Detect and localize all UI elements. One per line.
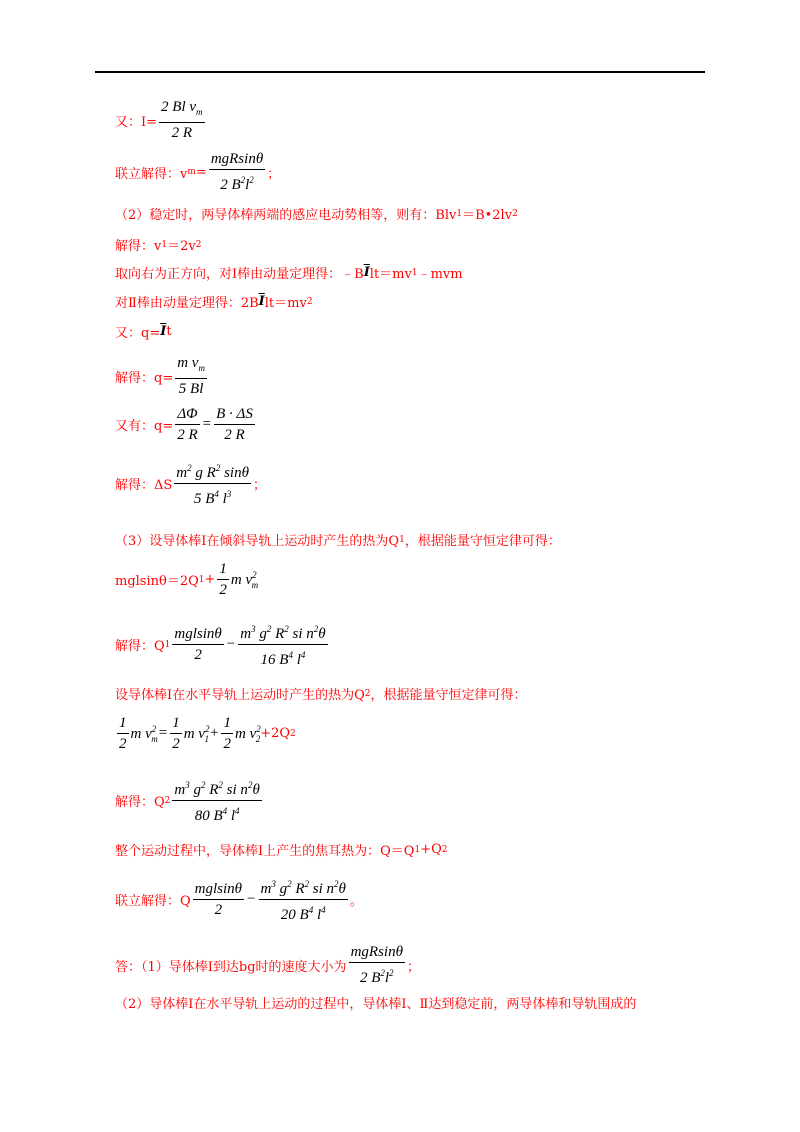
fraction-vm: $\frac{\text{mgRsinθ}}{2 B^2l^2}$ [210, 151, 264, 193]
line-charge-flux: 又有：q= $\frac{\Delta\Phi}{2 R}$ = $\frac{B \cdot \Delta S}{2 R}$ [115, 406, 253, 443]
line-q2-result: 解得：Q 2 $\frac{m^3 g^2 R^2 si n^2\theta}{80 B^4 l^4}$ [115, 776, 264, 825]
line-charge-def: 又：q= $\overline{I}$ t [115, 324, 172, 341]
line-q1-result: 解得：Q 1 $\frac{\text{mglsinθ}}{2}$ − $\frac{m^3 g^2 R^2 si n^2\theta}{16 B^4 l^4}$ [115, 620, 330, 669]
fraction-b-area: $\frac{B \cdot \Delta S}{2 R}$ [216, 406, 253, 443]
line-vm-result: 联立解得：v m = $\frac{\text{mgRsinθ}}{2 B^2l^2}$ ； [115, 151, 281, 193]
line-momentum-1: 取向右为正方向，对Ⅰ棒由动量定理得：﹣B $\overline{I}$ lt＝mv 1 ﹣mvm [115, 265, 463, 282]
fraction-area: $\frac{m^2 g R^2 \sin\theta}{5 B^4 l^3}$ [174, 459, 251, 508]
line-energy-horizontal: $\frac{1}{2}$ m $v^2_m$ = $\frac{1}{2}$ m $v^2_1$ + $\frac{1}{2}$ m $v^2_2$ +2Q 2 [119, 715, 296, 752]
line-area-result: 解得：ΔS $\frac{m^2 g R^2 \sin\theta}{5 B^4 l^3}$ ； [115, 459, 266, 508]
line-stable-emf: （2）稳定时，两导体棒两端的感应电动势相等，则有：Blv 1 ＝B•2lv 2 [115, 208, 518, 223]
fraction-half: $\frac{1}{2}$ [219, 561, 227, 598]
line-momentum-2: 对Ⅱ棒由动量定理得：2B $\overline{I}$ lt＝mv 2 [115, 294, 313, 311]
fraction-current: $\frac{2 Bl v_m}{2 R}$ [161, 99, 203, 141]
fraction-q: $\frac{m^3 g^2 R^2 si n^2\theta}{20 B^4 l^4}$ [259, 875, 348, 924]
line-answer-2: （2）导体棒Ⅰ在水平导轨上运动的过程中，导体棒Ⅰ、Ⅱ达到稳定前，两导体棒和导轨围成的 [115, 997, 637, 1012]
line-q-result: 联立解得：Q $\frac{\text{mglsinθ}}{2}$ − $\frac{m^3 g^2 R^2 si n^2\theta}{20 B^4 l^4}$ 。 [115, 875, 363, 924]
text: 又：I= [115, 114, 158, 130]
fraction-flux: $\frac{\Delta\Phi}{2 R}$ [177, 406, 198, 443]
fraction-q1-a: $\frac{\text{mglsinθ}}{2}$ [174, 626, 222, 663]
line-energy-incline: mglsinθ＝2Q 1 + $\frac{1}{2}$ m $v^2_m$ [115, 561, 259, 598]
line-part3-intro: （3）设导体棒Ⅰ在倾斜导轨上运动时产生的热为Q 1 ，根据能量守恒定律可得： [115, 534, 561, 549]
fraction-q2: $\frac{m^3 g^2 R^2 si n^2\theta}{80 B^4 l^4}$ [172, 776, 261, 825]
line-answer-1: 答：（1）导体棒Ⅰ到达bg时的速度大小为 $\frac{\text{mgRsinθ}}{2 B^2l^2}$ ； [115, 944, 420, 986]
line-total-heat: 整个运动过程中，导体棒Ⅰ上产生的焦耳热为：Q＝Q 1 +Q 2 [115, 842, 448, 859]
line-horizontal-intro: 设导体棒Ⅰ在水平导轨上运动时产生的热为Q 2 ，根据能量守恒定律可得： [115, 688, 527, 703]
line-v1-v2: 解得：v 1 ＝2v 2 [115, 239, 202, 254]
line-current-formula [115, 98, 207, 142]
fraction-charge: $\frac{m v_m}{5 Bl}$ [177, 355, 205, 397]
line-charge-result: 解得：q= $\frac{m v_m}{5 Bl}$ [115, 355, 205, 397]
header-rule [95, 71, 705, 73]
fraction-q1-b: $\frac{m^3 g^2 R^2 si n^2\theta}{16 B^4 l^4}$ [238, 620, 327, 669]
